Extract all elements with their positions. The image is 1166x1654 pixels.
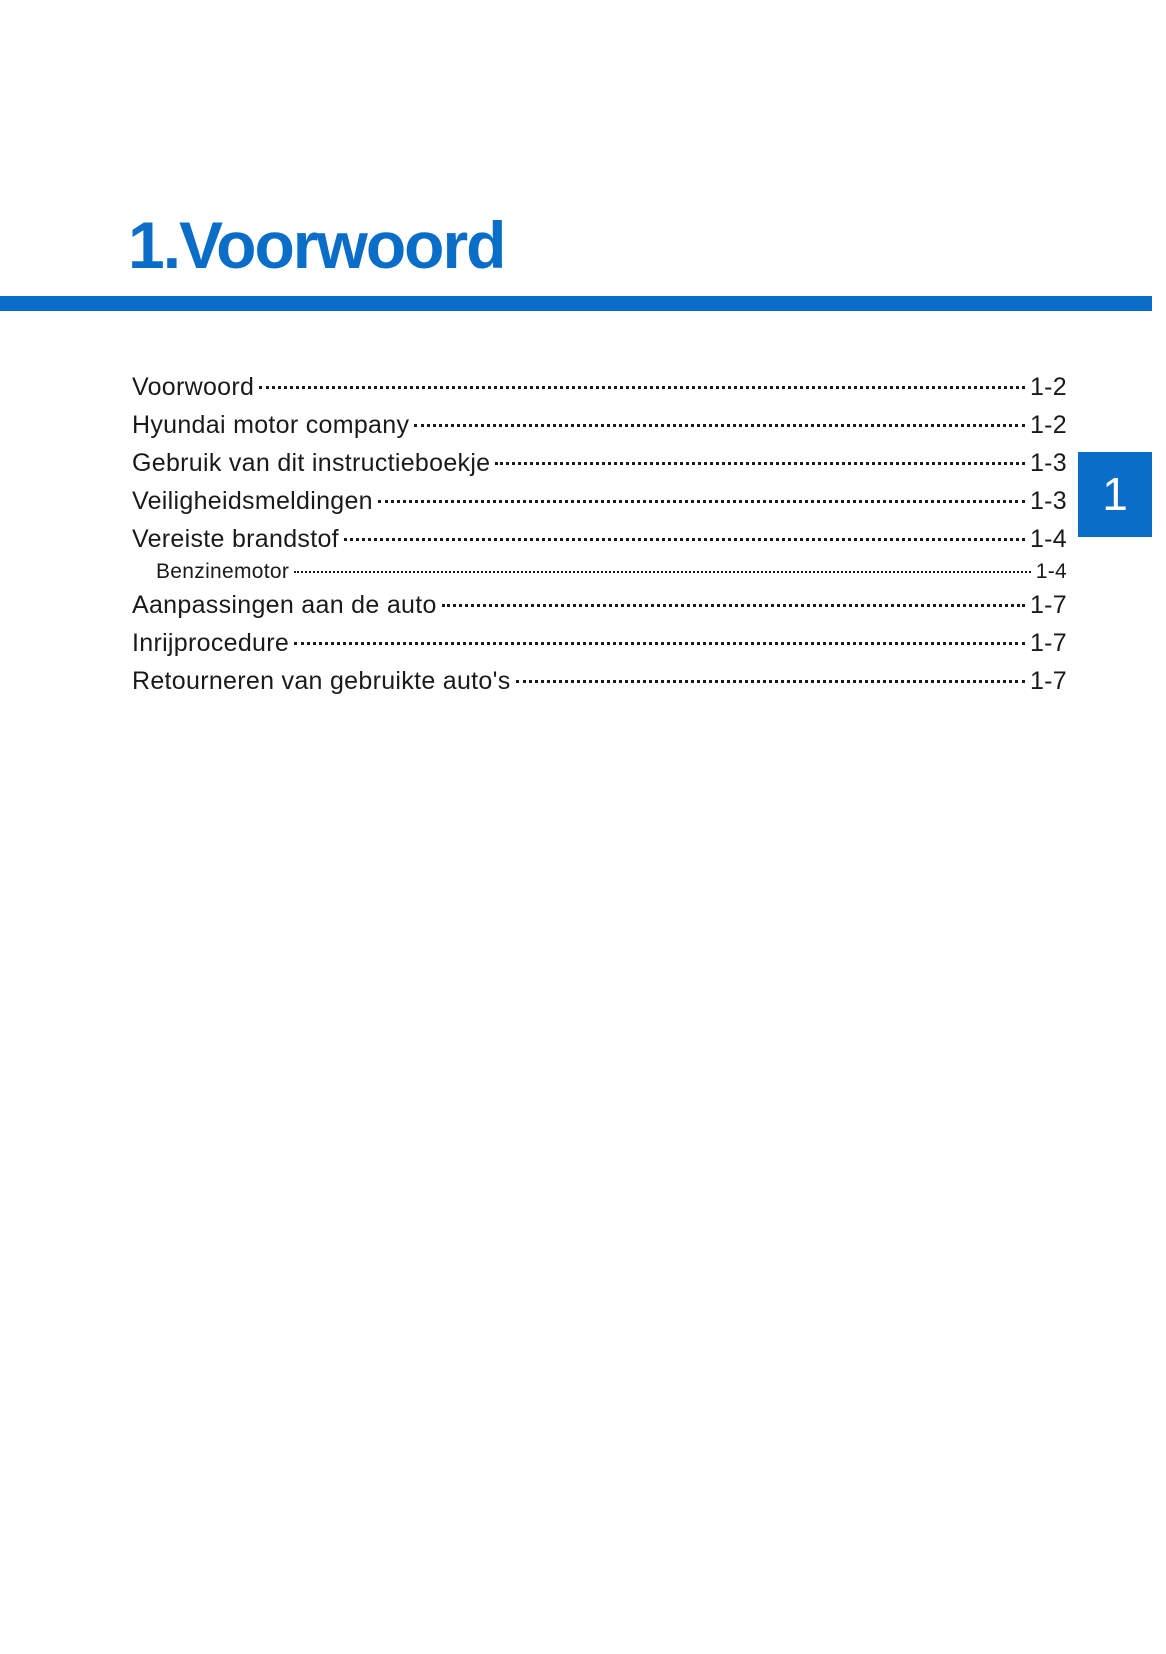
dot-leader	[516, 680, 1025, 683]
toc-label: Hyundai motor company	[132, 411, 410, 439]
toc-page-number: 1-4	[1029, 525, 1067, 553]
toc-label: Retourneren van gebruikte auto's	[132, 667, 511, 695]
toc-label: Benzinemotor	[156, 560, 290, 583]
toc-label: Voorwoord	[132, 373, 255, 401]
dot-leader	[294, 571, 1031, 573]
table-of-contents	[132, 368, 1067, 700]
toc-page-number: 1-3	[1029, 487, 1067, 515]
toc-entry-benzinemotor[interactable]	[132, 558, 1067, 586]
toc-page-number: 1-7	[1029, 629, 1067, 657]
title-rule	[0, 296, 1152, 311]
chapter-tab: 1	[1078, 452, 1152, 537]
toc-entry-vereiste-brandstof[interactable]	[132, 520, 1067, 558]
dot-leader	[378, 500, 1025, 503]
toc-label: Aanpassingen aan de auto	[132, 591, 437, 619]
dot-leader	[259, 386, 1025, 389]
toc-page-number: 1-4	[1035, 560, 1067, 583]
toc-entry-inrijprocedure[interactable]	[132, 624, 1067, 662]
dot-leader	[495, 462, 1025, 465]
toc-entry-retourneren-autos[interactable]	[132, 662, 1067, 700]
toc-page-number: 1-3	[1029, 449, 1067, 477]
toc-label: Gebruik van dit instructieboekje	[132, 449, 491, 477]
toc-label: Vereiste brandstof	[132, 525, 339, 553]
toc-entry-hyundai-motor-company[interactable]	[132, 406, 1067, 444]
toc-label: Inrijprocedure	[132, 629, 290, 657]
toc-page-number: 1-7	[1029, 591, 1067, 619]
toc-label: Veiligheidsmeldingen	[132, 487, 373, 515]
toc-page-number: 1-2	[1029, 373, 1067, 401]
toc-entry-veiligheidsmeldingen[interactable]	[132, 482, 1067, 520]
chapter-title: 1.Voorwoord	[128, 208, 505, 282]
dot-leader	[414, 424, 1025, 427]
dot-leader	[294, 642, 1025, 645]
toc-entry-voorwoord[interactable]	[132, 368, 1067, 406]
toc-entry-gebruik-instructieboekje[interactable]	[132, 444, 1067, 482]
dot-leader	[442, 604, 1025, 607]
dot-leader	[344, 538, 1025, 541]
toc-page-number: 1-7	[1029, 667, 1067, 695]
toc-page-number: 1-2	[1029, 411, 1067, 439]
toc-entry-aanpassingen-auto[interactable]	[132, 586, 1067, 624]
